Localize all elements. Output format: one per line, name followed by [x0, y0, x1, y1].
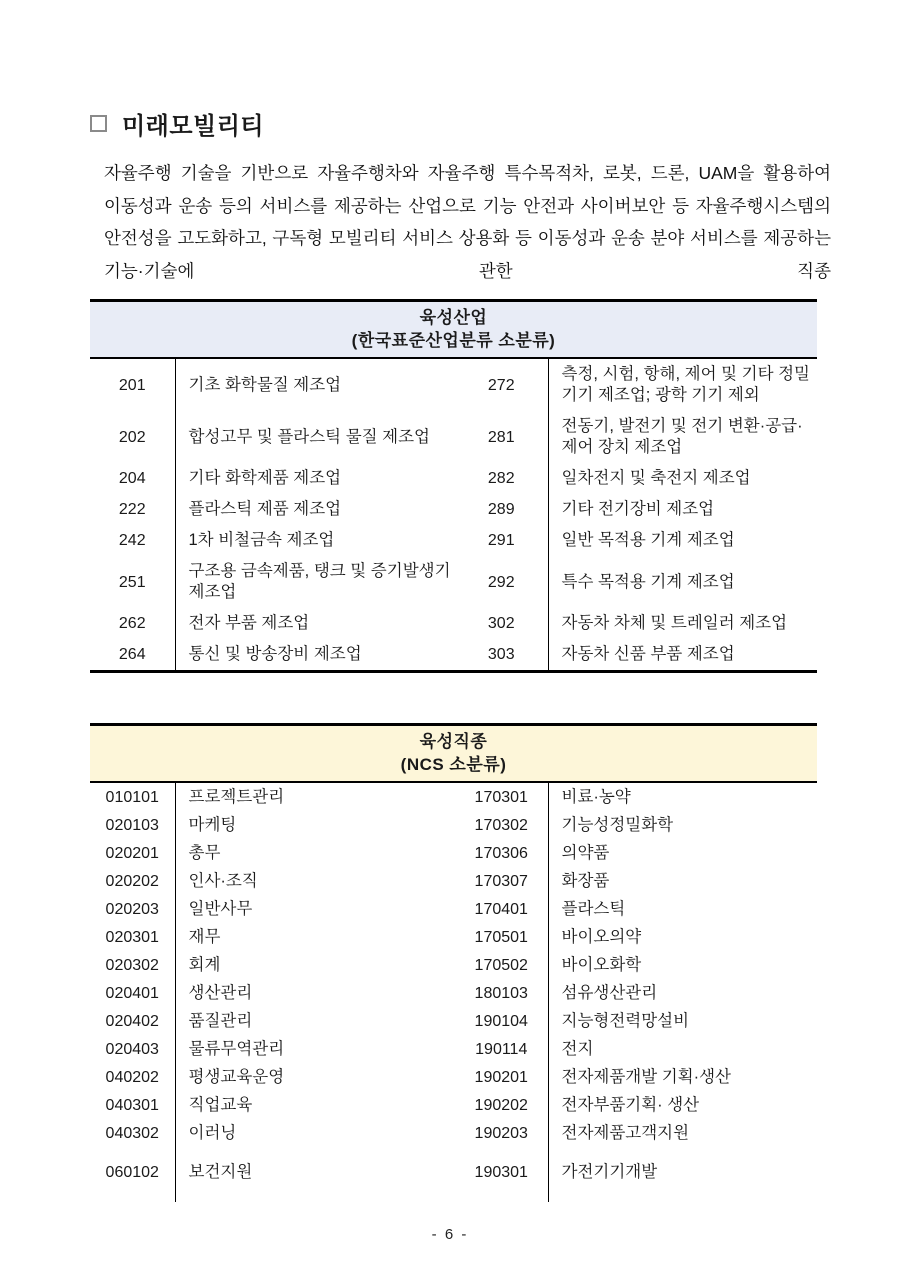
occupation-table: [90, 723, 817, 1202]
occupation-name-cell: 플라스틱: [561, 899, 626, 918]
industry-code-cell: 282: [455, 463, 548, 494]
occupation-code-cell: 170302: [455, 811, 548, 839]
table-row: [90, 1147, 817, 1187]
industry-name-cell: 자동차 신품 부품 제조업: [561, 645, 735, 663]
occupation-code-cell: 010101: [90, 782, 175, 811]
occupation-name-cell: 생산관리: [188, 983, 253, 1002]
occupation-name-cell: 전자제품개발 기획·생산: [561, 1067, 731, 1086]
occupation-code-cell: 190114: [455, 1035, 548, 1063]
occupation-code-cell: 170401: [455, 895, 548, 923]
occupation-code-cell: 190301: [455, 1147, 548, 1187]
occupation-code-cell: 020201: [90, 839, 175, 867]
table-row: [90, 358, 817, 411]
industry-code-cell: 202: [90, 411, 175, 463]
occupation-code-cell: 020402: [90, 1007, 175, 1035]
occupation-code-cell: 040302: [90, 1119, 175, 1147]
occupation-table-subtitle: (NCS 소분류): [400, 755, 507, 774]
industry-name-cell: 기타 전기장비 제조업: [561, 500, 715, 518]
occupation-table-title: 육성직종: [419, 732, 488, 751]
industry-code-cell: 292: [455, 556, 548, 608]
occupation-name-cell: 품질관리: [188, 1011, 253, 1030]
industry-name-cell: 1차 비철금속 제조업: [188, 531, 335, 549]
table-row: [90, 782, 817, 811]
occupation-name-cell: 마케팅: [188, 815, 237, 834]
industry-code-cell: 204: [90, 463, 175, 494]
occupation-code-cell: 190202: [455, 1091, 548, 1119]
occupation-name-cell: 총무: [188, 843, 221, 862]
occupation-name-cell: 기능성정밀화학: [561, 815, 674, 834]
table-row: [90, 1119, 817, 1147]
occupation-code-cell: 020401: [90, 979, 175, 1007]
table-row: [90, 839, 817, 867]
section-title: [90, 106, 900, 141]
table-row-spacer: [90, 1187, 817, 1202]
industry-name-cell: 일반 목적용 기계 제조업: [561, 531, 735, 549]
industry-name-cell: 전동기, 발전기 및 전기 변환·공급·제어 장치 제조업: [561, 417, 803, 456]
table-row: [90, 1007, 817, 1035]
industry-table-header-row: [90, 301, 817, 359]
industry-code-cell: 302: [455, 608, 548, 639]
occupation-name-cell: 회계: [188, 955, 221, 974]
occupation-name-cell: 전자부품기획· 생산: [561, 1095, 700, 1114]
occupation-code-cell: 170502: [455, 951, 548, 979]
industry-name-cell: 특수 목적용 기계 제조업: [561, 572, 735, 591]
intro-paragraph: 자율주행 기술을 기반으로 자율주행차와 자율주행 특수목적차, 로봇, 드론, UAM을 활용하여 이동성과 운송 등의 서비스를 제공하는 산업으로 기능 안전과 사이버보안 등 자율주행시스템의 안전성을 고도화하고, 구독형 모빌리티 서비스 상용화 등 이동성과 운송 분야 서비스를 제공하는 기능·기술에 관한 직종: [104, 163, 831, 281]
occupation-code-cell: 170501: [455, 923, 548, 951]
occupation-code-cell: 020202: [90, 867, 175, 895]
industry-code-cell: 303: [455, 639, 548, 672]
table-row: [90, 1035, 817, 1063]
table-row: [90, 811, 817, 839]
industry-code-cell: 291: [455, 525, 548, 556]
occupation-name-cell: 가전기기개발: [561, 1163, 658, 1181]
occupation-name-cell: 바이오의약: [561, 927, 642, 946]
occupation-code-cell: 170307: [455, 867, 548, 895]
table-row: [90, 1091, 817, 1119]
occupation-name-cell: 의약품: [561, 843, 610, 862]
occupation-name-cell: 평생교육운영: [188, 1067, 285, 1086]
occupation-name-cell: 지능형전력망설비: [561, 1011, 690, 1030]
table-row: [90, 923, 817, 951]
table-row: [90, 608, 817, 639]
square-bullet-icon: [90, 115, 107, 132]
table-row: [90, 1063, 817, 1091]
table-row: [90, 979, 817, 1007]
table-row: [90, 895, 817, 923]
industry-name-cell: 구조용 금속제품, 탱크 및 증기발생기 제조업: [188, 562, 451, 601]
occupation-name-cell: 이러닝: [188, 1123, 237, 1142]
section-title-text: 미래모빌리티: [122, 113, 265, 140]
industry-name-cell: 기초 화학물질 제조업: [188, 375, 342, 394]
industry-code-cell: 272: [455, 358, 548, 411]
occupation-code-cell: 020203: [90, 895, 175, 923]
occupation-name-cell: 화장품: [561, 871, 610, 890]
occupation-name-cell: 전지: [561, 1039, 594, 1058]
occupation-code-cell: 170306: [455, 839, 548, 867]
occupation-name-cell: 물류무역관리: [188, 1039, 285, 1058]
industry-table-subtitle: (한국표준산업분류 소분류): [351, 331, 556, 350]
occupation-name-cell: 일반사무: [188, 899, 253, 918]
occupation-name-cell: 섬유생산관리: [561, 983, 658, 1002]
industry-name-cell: 자동차 차체 및 트레일러 제조업: [561, 614, 788, 632]
industry-code-cell: 222: [90, 494, 175, 525]
table-row: [90, 556, 817, 608]
table-row: [90, 639, 817, 672]
table-row: [90, 525, 817, 556]
occupation-name-cell: 인사·조직: [188, 871, 258, 890]
occupation-name-cell: 보건지원: [188, 1163, 253, 1181]
occupation-code-cell: 180103: [455, 979, 548, 1007]
occupation-code-cell: 040202: [90, 1063, 175, 1091]
occupation-name-cell: 바이오화학: [561, 955, 642, 974]
industry-code-cell: 201: [90, 358, 175, 411]
industry-name-cell: 플라스틱 제품 제조업: [188, 500, 342, 518]
industry-code-cell: 251: [90, 556, 175, 608]
industry-table: [90, 299, 817, 673]
occupation-name-cell: 전자제품고객지원: [561, 1123, 690, 1142]
industry-name-cell: 전자 부품 제조업: [188, 614, 310, 632]
occupation-code-cell: 190104: [455, 1007, 548, 1035]
occupation-code-cell: 060102: [90, 1147, 175, 1187]
occupation-code-cell: 020301: [90, 923, 175, 951]
industry-code-cell: 281: [455, 411, 548, 463]
occupation-code-cell: 020403: [90, 1035, 175, 1063]
occupation-code-cell: 020302: [90, 951, 175, 979]
occupation-name-cell: 재무: [188, 927, 221, 946]
occupation-name-cell: 직업교육: [188, 1095, 253, 1114]
occupation-name-cell: 비료·농약: [561, 787, 631, 806]
occupation-code-cell: 190203: [455, 1119, 548, 1147]
table-row: [90, 867, 817, 895]
industry-table-title: 육성산업: [419, 308, 488, 327]
industry-table-header: [90, 301, 817, 359]
table-row: [90, 951, 817, 979]
industry-code-cell: 262: [90, 608, 175, 639]
industry-name-cell: 합성고무 및 플라스틱 물질 제조업: [188, 427, 430, 446]
occupation-code-cell: 040301: [90, 1091, 175, 1119]
industry-name-cell: 통신 및 방송장비 제조업: [188, 645, 362, 663]
industry-code-cell: 264: [90, 639, 175, 672]
table-row: [90, 411, 817, 463]
industry-code-cell: 242: [90, 525, 175, 556]
occupation-table-header-row: [90, 725, 817, 783]
industry-code-cell: 289: [455, 494, 548, 525]
industry-name-cell: 기타 화학제품 제조업: [188, 469, 342, 487]
page-number: - 6 -: [431, 1225, 469, 1243]
table-row: [90, 494, 817, 525]
occupation-code-cell: 170301: [455, 782, 548, 811]
table-row: [90, 463, 817, 494]
occupation-name-cell: 프로젝트관리: [188, 787, 285, 806]
occupation-table-header: [90, 725, 817, 783]
occupation-code-cell: 190201: [455, 1063, 548, 1091]
occupation-code-cell: 020103: [90, 811, 175, 839]
industry-name-cell: 측정, 시험, 항해, 제어 및 기타 정밀 기기 제조업; 광학 기기 제외: [561, 365, 810, 404]
industry-name-cell: 일차전지 및 축전지 제조업: [561, 469, 751, 487]
